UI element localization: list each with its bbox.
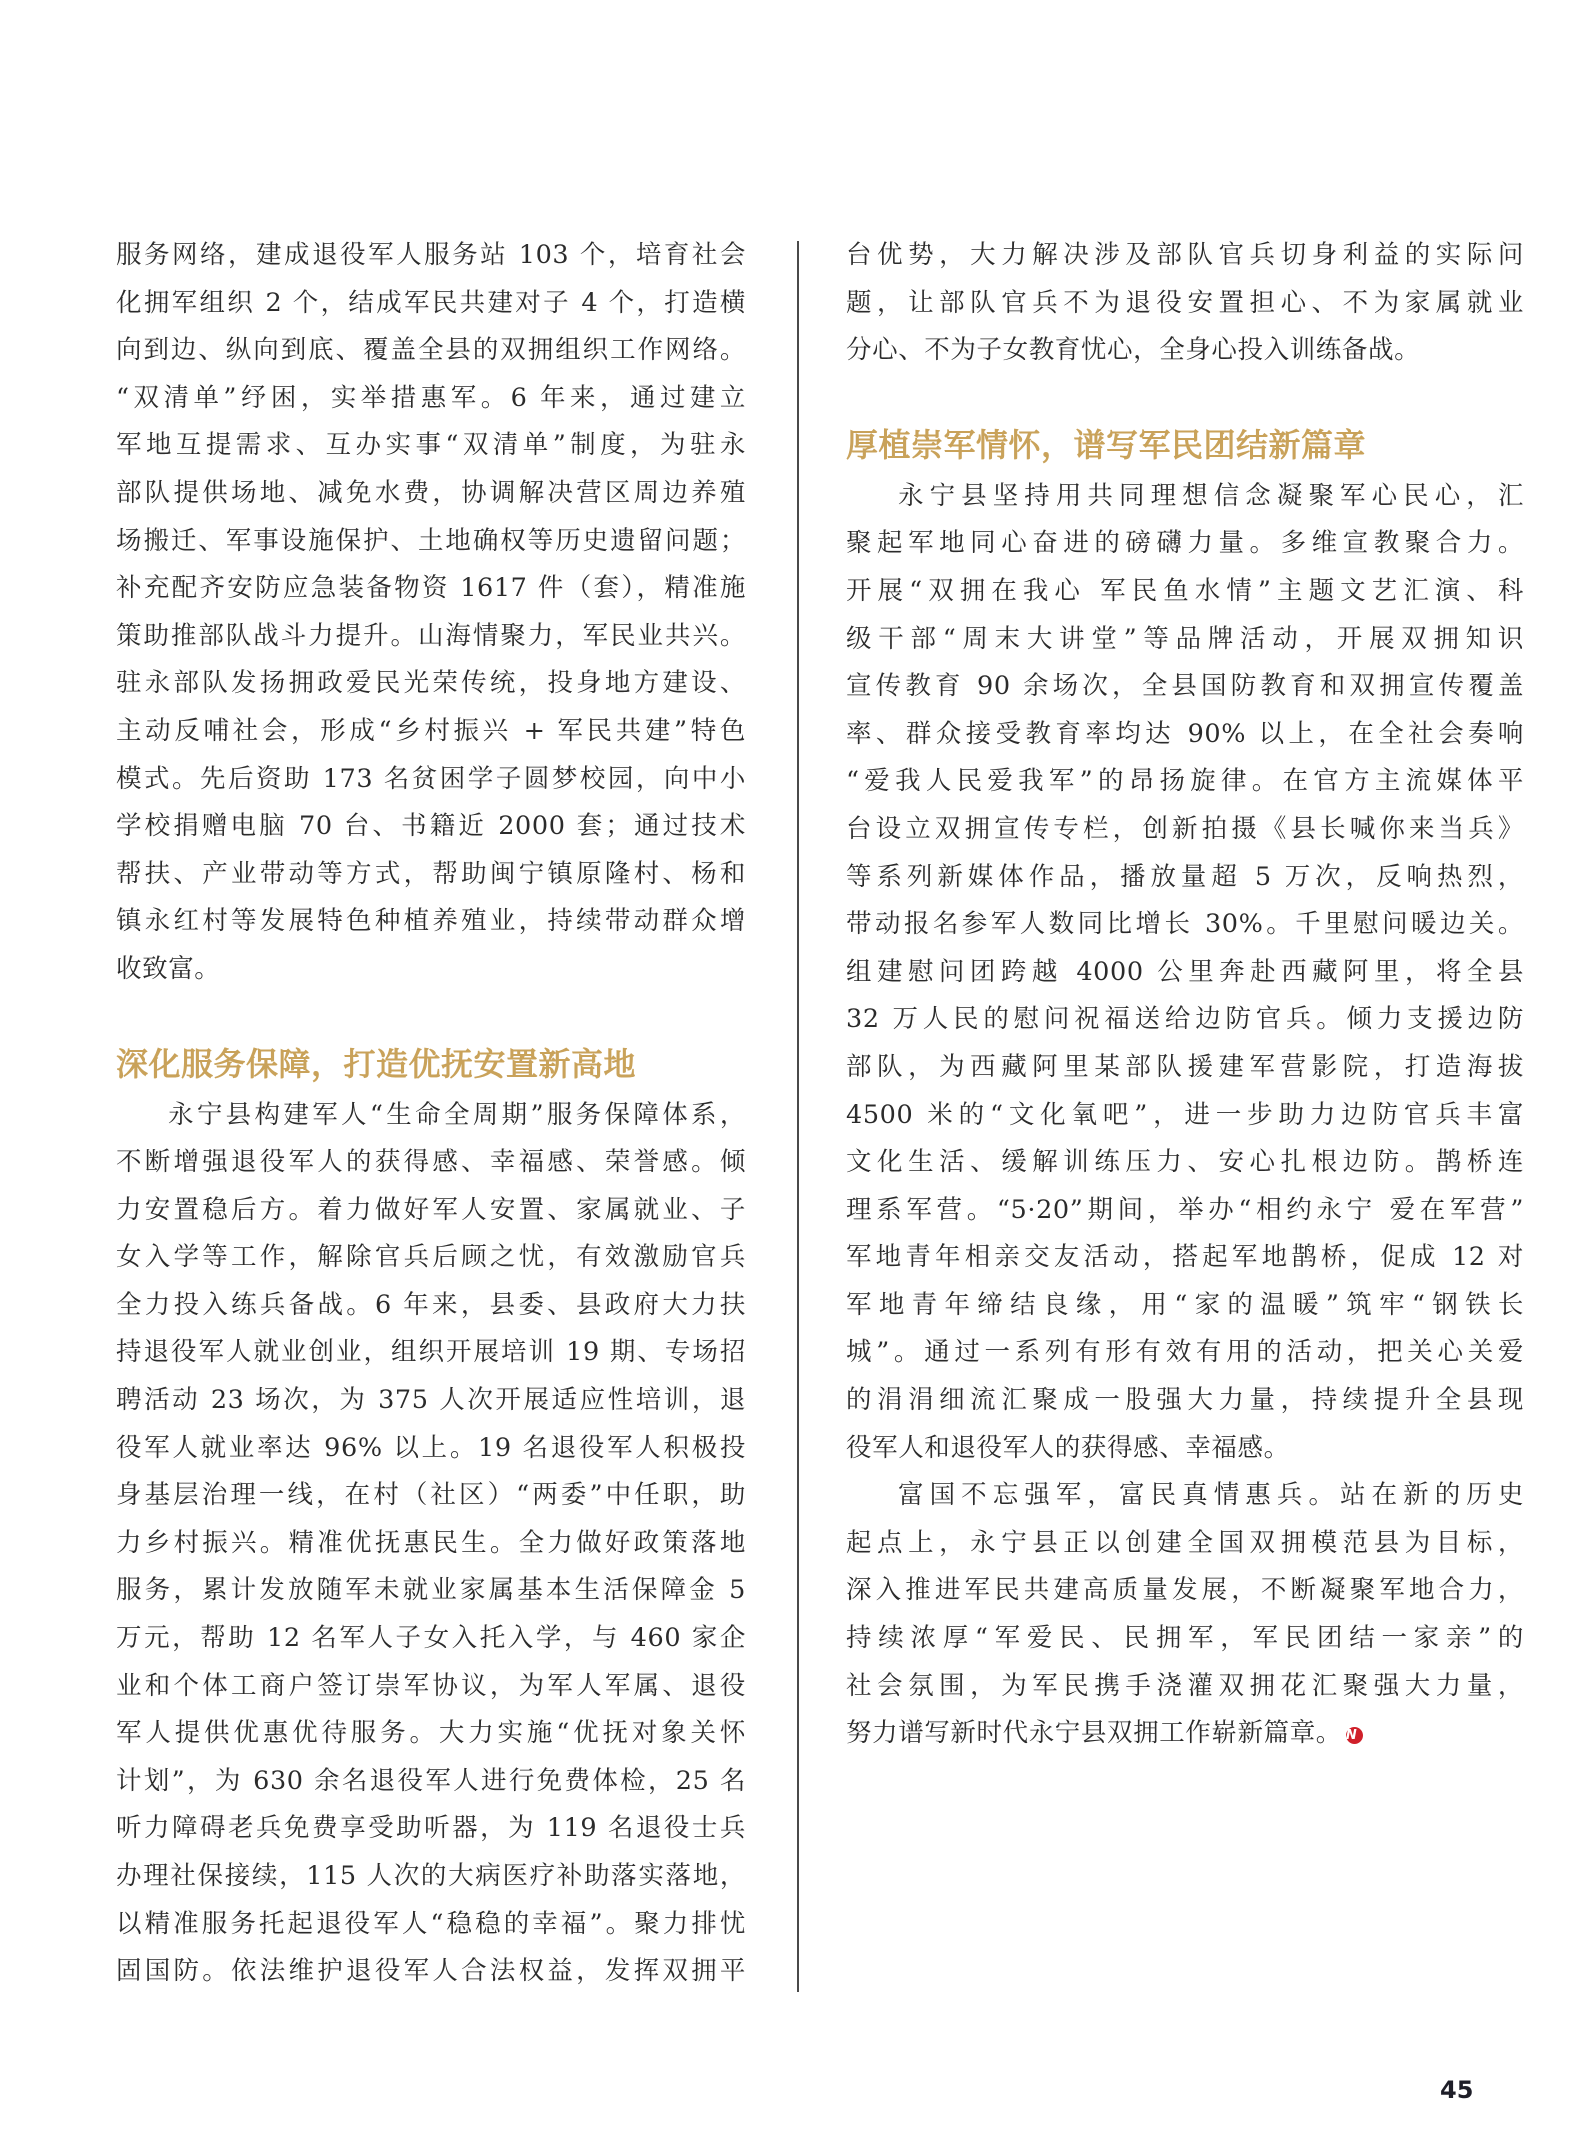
text-line: 镇永红村等发展特色种植养殖业，持续带动群众增 <box>116 906 746 937</box>
text-line: 役军人和退役军人的获得感、幸福感。 <box>846 1432 1290 1463</box>
text-line: 部队，为西藏阿里某部队援建军营影院，打造海拔 <box>846 1051 1524 1082</box>
text-line: 学校捐赠电脑 70 台、书籍近 2000 套；通过技术 <box>116 811 746 842</box>
text-line: 力安置稳后方。着力做好军人安置、家属就业、子 <box>116 1194 746 1225</box>
text-line: 分心、不为子女教育忧心，全身心投入训练备战。 <box>846 335 1421 366</box>
text-line: 身基层治理一线，在村（社区）“两委”中任职，助 <box>116 1480 746 1511</box>
paragraph-conclusion <box>846 1472 1524 1758</box>
text-line: 业和个体工商户签订崇军协议，为军人军属、退役 <box>116 1670 746 1701</box>
text-line: 军地青年缔结良缘，用“家的温暖”筑牢“钢铁长 <box>846 1289 1524 1320</box>
left-column <box>116 232 746 1996</box>
paragraph-platform-advantage <box>846 232 1524 375</box>
text-line: 深入推进军民共建高质量发展，不断凝聚军地合力， <box>846 1575 1524 1606</box>
text-line: 富国不忘强军，富民真情惠兵。站在新的历史 <box>898 1480 1524 1511</box>
text-line: 台优势，大力解决涉及部队官兵切身利益的实际问 <box>846 240 1524 270</box>
text-line: 持退役军人就业创业，组织开展培训 19 期、专场招 <box>116 1337 746 1368</box>
text-line: 社会氛围，为军民携手浇灌双拥花汇聚强大力量， <box>846 1670 1524 1701</box>
text-line: “爱我人民爱我军”的昂扬旋律。在官方主流媒体平 <box>846 766 1524 797</box>
text-line: 组建慰问团跨越 4000 公里奔赴西藏阿里，将全县 <box>846 956 1524 987</box>
text-line: 率、群众接受教育率均达 90% 以上，在全社会奏响 <box>846 718 1524 749</box>
text-line: 固国防。依法维护退役军人合法权益，发挥双拥平 <box>116 1956 746 1987</box>
text-line: 女入学等工作，解除官兵后顾之忧，有效激励官兵 <box>116 1242 746 1273</box>
column-divider <box>797 241 799 1992</box>
text-line: 策助推部队战斗力提升。山海情聚力，军民业共兴。 <box>116 620 746 651</box>
text-line: 的涓涓细流汇聚成一股强大力量，持续提升全县现 <box>846 1385 1524 1416</box>
text-line: 努力谱写新时代永宁县双拥工作崭新篇章。 N <box>846 1710 1524 1758</box>
text-line: 计划”，为 630 余名退役军人进行免费体检，25 名 <box>116 1765 746 1796</box>
text-line: 驻永部队发扬拥政爱民光荣传统，投身地方建设、 <box>116 668 746 699</box>
text-line: 役军人就业率达 96% 以上。19 名退役军人积极投 <box>116 1432 746 1463</box>
text-line: 服务，累计发放随军未就业家属基本生活保障金 5 <box>116 1575 746 1606</box>
text-line: 模式。先后资助 173 名贫困学子圆梦校园，向中小 <box>116 763 746 794</box>
text-line: 办理社保接续，115 人次的大病医疗补助落实落地， <box>116 1861 746 1891</box>
article-end-logo-icon: N <box>1346 1727 1363 1744</box>
text-line: 主动反哺社会，形成“乡村振兴 + 军民共建”特色 <box>116 715 746 746</box>
text-line: “双清单”纾困，实举措惠军。6 年来，通过建立 <box>116 382 746 413</box>
text-line: 4500 米的“文化氧吧”，进一步助力边防官兵丰富 <box>846 1099 1524 1130</box>
text-line: 力乡村振兴。精准优抚惠民生。全力做好政策落地 <box>116 1527 746 1558</box>
text-line: 宣传教育 90 余场次，全县国防教育和双拥宣传覆盖 <box>846 671 1524 702</box>
text-line: 帮扶、产业带动等方式，帮助闽宁镇原隆村、杨和 <box>116 858 746 889</box>
text-line: 理系军营。“5·20”期间，举办“相约永宁 爱在军营” <box>846 1194 1524 1225</box>
text-line: 军人提供优惠优待服务。大力实施“优抚对象关怀 <box>116 1718 746 1749</box>
right-column <box>846 232 1524 1758</box>
paragraph-military-love <box>846 473 1524 1472</box>
paragraph-service-network <box>116 232 746 994</box>
text-line: 万元，帮助 12 名军人子女入托入学，与 460 家企 <box>116 1623 746 1654</box>
section-heading-service-guarantee: 深化服务保障，打造优抚安置新高地 <box>116 1044 637 1083</box>
text-line: 不断增强退役军人的获得感、幸福感、荣誉感。倾 <box>116 1147 746 1178</box>
text-line: 服务网络，建成退役军人服务站 103 个，培育社会 <box>116 240 746 270</box>
text-line: 化拥军组织 2 个，结成军民共建对子 4 个，打造横 <box>116 287 746 318</box>
text-line: 级干部“周末大讲堂”等品牌活动，开展双拥知识 <box>846 623 1524 654</box>
section-heading-military-love: 厚植崇军情怀，谱写军民团结新篇章 <box>846 425 1367 464</box>
text-line: 场搬迁、军事设施保护、土地确权等历史遗留问题； <box>116 525 746 556</box>
page-number: 45 <box>1440 2076 1474 2104</box>
text-line: 军地青年相亲交友活动，搭起军地鹊桥，促成 12 对 <box>846 1242 1524 1273</box>
text-line: 永宁县坚持用共同理想信念凝聚军心民心，汇 <box>898 480 1524 511</box>
text-line: 补充配齐安防应急装备物资 1617 件（套），精准施 <box>116 573 746 604</box>
text-line: 32 万人民的慰问祝福送给边防官兵。倾力支援边防 <box>846 1004 1524 1035</box>
text-line: 以精准服务托起退役军人“稳稳的幸福”。聚力排忧 <box>116 1908 746 1939</box>
text-line: 部队提供场地、减免水费，协调解决营区周边养殖 <box>116 477 746 508</box>
text-line: 军地互提需求、互办实事“双清单”制度，为驻永 <box>116 430 746 461</box>
text-line: 持续浓厚“军爱民、民拥军，军民团结一家亲”的 <box>846 1623 1524 1654</box>
text-line: 聘活动 23 场次，为 375 人次开展适应性培训，退 <box>116 1385 746 1416</box>
text-line: 城”。通过一系列有形有效有用的活动，把关心关爱 <box>846 1337 1524 1368</box>
text-line: 收致富。 <box>116 953 221 984</box>
text-line: 文化生活、缓解训练压力、安心扎根边防。鹊桥连 <box>846 1147 1524 1178</box>
text-line: 向到边、纵向到底、覆盖全县的双拥组织工作网络。 <box>116 335 746 366</box>
paragraph-service-guarantee <box>116 1092 746 1996</box>
text-line: 题，让部队官兵不为退役安置担心、不为家属就业 <box>846 287 1524 318</box>
text-line: 带动报名参军人数同比增长 30%。千里慰问暖边关。 <box>846 909 1524 940</box>
text-line: 聚起军地同心奋进的磅礴力量。多维宣教聚合力。 <box>846 528 1524 559</box>
text-line: 等系列新媒体作品，播放量超 5 万次，反响热烈， <box>846 861 1524 892</box>
text-line: 台设立双拥宣传专栏，创新拍摄《县长喊你来当兵》 <box>846 813 1524 844</box>
text-line: 全力投入练兵备战。6 年来，县委、县政府大力扶 <box>116 1289 746 1320</box>
text-line: 永宁县构建军人“生命全周期”服务保障体系， <box>168 1099 746 1130</box>
text-line: 起点上，永宁县正以创建全国双拥模范县为目标， <box>846 1527 1524 1558</box>
text-line: 听力障碍老兵免费享受助听器，为 119 名退役士兵 <box>116 1813 746 1844</box>
text-line: 开展“双拥在我心 军民鱼水情”主题文艺汇演、科 <box>846 575 1524 606</box>
